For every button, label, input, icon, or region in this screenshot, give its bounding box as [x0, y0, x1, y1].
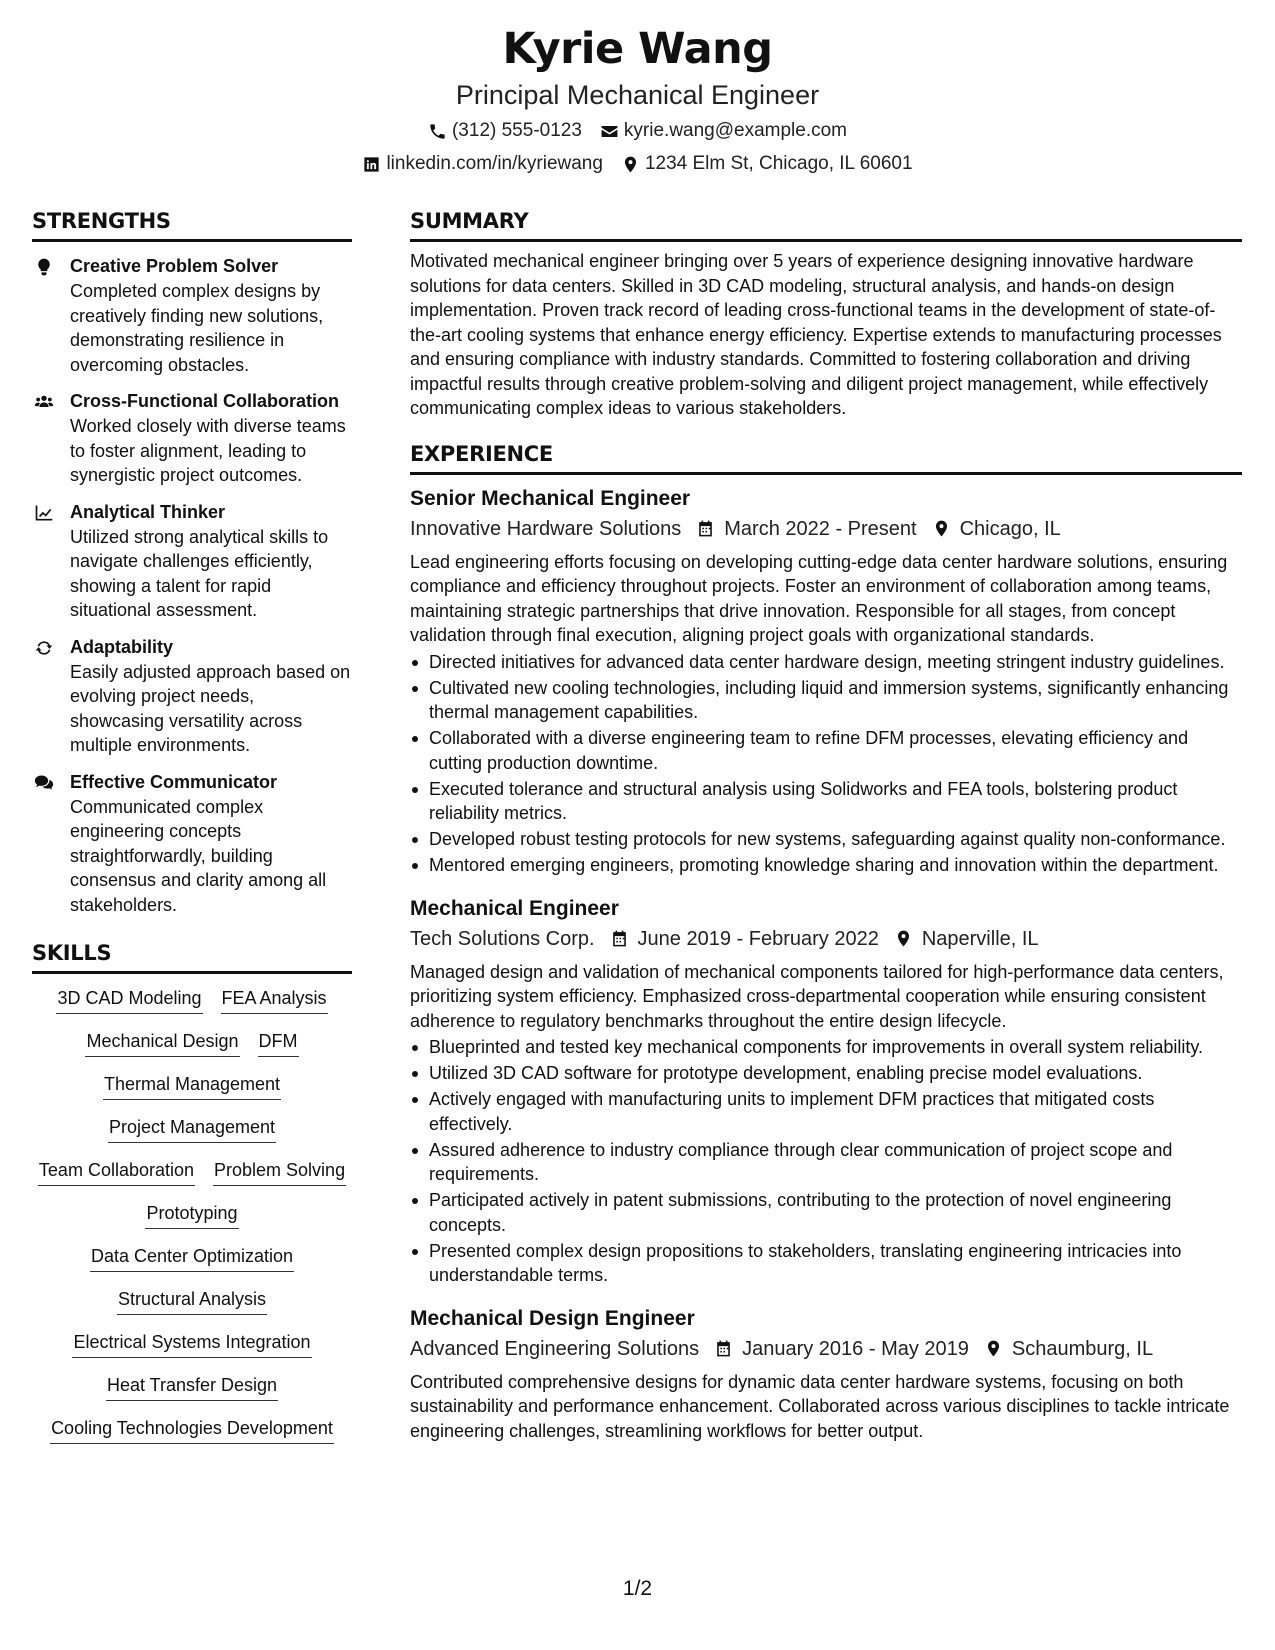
strength-item: [32, 254, 352, 377]
comments-icon: [34, 773, 54, 793]
job-dates: January 2016 - May 2019: [742, 1337, 969, 1360]
candidate-title: Principal Mechanical Engineer: [455, 80, 820, 110]
job-description: Managed design and validation of mechanical components tailored for high-performance data centers, prioritizing system efficiency. Emphasized cross-departmental cooperation while ensuring consistent adherence to regulatory benchmarks throughout the entire design lifecycle.: [410, 961, 1224, 1031]
email-contact[interactable]: [600, 118, 847, 144]
strengths-heading: STRENGTHS: [32, 207, 352, 242]
list-item: Cultivated new cooling technologies, including liquid and immersion systems, significantly enhancing thermal management capabilities.: [410, 676, 1242, 725]
skill-tag: Cooling Technologies Development: [50, 1416, 334, 1444]
job-entry: [410, 1304, 1242, 1444]
address-text: 1234 Elm St, Chicago, IL 60601: [644, 153, 913, 174]
candidate-name: Kyrie Wang: [502, 24, 773, 74]
resume-header: [0, 20, 1275, 177]
calendar-icon: [714, 1339, 733, 1358]
job-dates: June 2019 - February 2022: [637, 927, 879, 950]
skill-tag: Team Collaboration: [38, 1158, 195, 1186]
map-marker-icon: [932, 519, 951, 538]
skills-heading: SKILLS: [32, 939, 352, 974]
job-description: Contributed comprehensive designs for dynamic data center hardware systems, focusing on both sustainability and performance enhancement. Collaborated across various disciplines to tackle intricate engineering challenges, streamlining workflows for better output.: [410, 1371, 1230, 1441]
strength-description: Communicated complex engineering concepts straightforwardly, building consensus and clarity among all stakeholders.: [70, 796, 327, 915]
summary-text: Motivated mechanical engineer bringing over 5 years of experience designing innovative hardware solutions for data centers. Skilled in 3D CAD modeling, structural analysis, and hands-on design implementation. Proven track record of leading cross-functional teams in the development of state-of-the-art cooling systems that enhance energy efficiency. Expertise extends to manufacturing processes and ensuring compliance with industry standards. Committed to fostering collaboration and driving impactful results through creative problem-solving and diligent project management, while effectively communicating complex ideas to various stakeholders.: [410, 251, 1222, 418]
job-location: Naperville, IL: [921, 927, 1039, 950]
strength-title: Analytical Thinker: [70, 501, 226, 522]
skill-tag: Project Management: [108, 1115, 276, 1143]
list-item: Collaborated with a diverse engineering team to refine DFM processes, elevating efficiency and cutting production downtime.: [410, 726, 1242, 775]
map-marker-icon: [984, 1339, 1003, 1358]
job-title: Senior Mechanical Engineer: [410, 486, 691, 510]
job-location: Schaumburg, IL: [1011, 1337, 1154, 1360]
job-entry: [410, 894, 1242, 1288]
job-dates: March 2022 - Present: [724, 517, 917, 540]
chart-line-icon: [34, 503, 54, 523]
strength-item: [32, 389, 352, 488]
skill-tag: Electrical Systems Integration: [72, 1330, 311, 1358]
experience-heading: EXPERIENCE: [410, 440, 1242, 475]
skill-tag: DFM: [258, 1029, 299, 1057]
strength-item: [32, 500, 352, 623]
job-title: Mechanical Engineer: [410, 896, 619, 920]
strength-item: [32, 635, 352, 758]
list-item: Presented complex design propositions to stakeholders, translating engineering intricacies into understandable terms.: [410, 1239, 1242, 1288]
right-column: [410, 207, 1242, 1443]
email-text: kyrie.wang@example.com: [623, 120, 848, 141]
left-column: [32, 207, 352, 1444]
job-meta: [410, 1334, 1242, 1364]
job-company: Advanced Engineering Solutions: [410, 1337, 700, 1360]
list-item: Directed initiatives for advanced data center hardware design, meeting stringent industry guidelines.: [410, 650, 1242, 675]
phone-text: (312) 555-0123: [451, 120, 582, 141]
strength-description: Easily adjusted approach based on evolving project needs, showcasing versatility across multiple environments.: [70, 661, 351, 755]
strength-description: Utilized strong analytical skills to navigate challenges efficiently, showing a talent for rapid situational assessment.: [70, 526, 329, 620]
list-item: Executed tolerance and structural analysis using Solidworks and FEA tools, bolstering product reliability metrics.: [410, 777, 1242, 826]
list-item: Utilized 3D CAD software for prototype development, enabling precise model evaluations.: [410, 1061, 1242, 1086]
summary-heading: SUMMARY: [410, 207, 1242, 242]
strength-description: Completed complex designs by creatively finding new solutions, demonstrating resilience in overcoming obstacles.: [70, 281, 324, 375]
address-contact: [621, 151, 913, 177]
skill-tag: Thermal Management: [103, 1072, 281, 1100]
contact-line-2: [0, 151, 1275, 177]
list-item: Assured adherence to industry compliance through clear communication of project scope and requirements.: [410, 1138, 1242, 1187]
job-company: Innovative Hardware Solutions: [410, 517, 682, 540]
linkedin-icon: [362, 155, 381, 174]
skill-tag: Data Center Optimization: [90, 1244, 294, 1272]
linkedin-text: linkedin.com/in/kyriewang: [386, 153, 603, 174]
strength-title: Cross-Functional Collaboration: [70, 391, 340, 411]
calendar-icon: [696, 519, 715, 538]
users-icon: [34, 392, 54, 412]
job-bullets: [410, 650, 1242, 878]
strength-description: Worked closely with diverse teams to foster alignment, leading to synergistic project outcomes.: [70, 416, 346, 485]
list-item: Mentored emerging engineers, promoting knowledge sharing and innovation within the department.: [410, 853, 1242, 878]
skill-tag: Heat Transfer Design: [106, 1373, 278, 1401]
sync-icon: [34, 638, 54, 658]
skill-tag: Structural Analysis: [117, 1287, 267, 1315]
job-description: Lead engineering efforts focusing on developing cutting-edge data center hardware solutions, ensuring compliance and efficiency throughout projects. Foster an environment of collaboration among teams, maintaining strategic partnerships that drive innovation. Responsible for all stages, from concept validation through final execution, aligning project goals with organizational standards.: [410, 551, 1228, 645]
contact-line-1: [0, 118, 1275, 144]
strength-title: Adaptability: [70, 636, 174, 657]
job-meta: [410, 924, 1242, 954]
job-entry: [410, 484, 1242, 878]
list-item: Blueprinted and tested key mechanical components for improvements in overall system reliability.: [410, 1035, 1242, 1060]
page-number: 1/2: [622, 1577, 653, 1600]
skills-list: [32, 986, 352, 1444]
calendar-icon: [610, 929, 629, 948]
skill-tag: Problem Solving: [213, 1158, 346, 1186]
list-item: Actively engaged with manufacturing units to implement DFM practices that mitigated costs effectively.: [410, 1087, 1242, 1136]
map-marker-icon: [621, 155, 640, 174]
strength-item: [32, 770, 352, 918]
map-marker-icon: [894, 929, 913, 948]
skill-tag: Prototyping: [145, 1201, 238, 1229]
phone-icon: [428, 122, 447, 141]
strength-title: Effective Communicator: [70, 771, 278, 792]
job-title: Mechanical Design Engineer: [410, 1306, 695, 1330]
strengths-list: [32, 254, 352, 917]
skill-tag: 3D CAD Modeling: [56, 986, 202, 1014]
skill-tag: FEA Analysis: [221, 986, 328, 1014]
job-company: Tech Solutions Corp.: [410, 927, 595, 950]
list-item: Participated actively in patent submissions, contributing to the protection of novel engineering concepts.: [410, 1188, 1242, 1237]
linkedin-contact[interactable]: [362, 151, 603, 177]
phone-contact[interactable]: [428, 118, 582, 144]
job-meta: [410, 514, 1242, 544]
list-item: Developed robust testing protocols for new systems, safeguarding against quality non-conformance.: [410, 827, 1242, 852]
skill-tag: Mechanical Design: [85, 1029, 239, 1057]
strength-title: Creative Problem Solver: [70, 256, 279, 276]
experience-list: [410, 484, 1242, 1444]
envelope-icon: [600, 122, 619, 141]
lightbulb-icon: [34, 257, 54, 277]
job-location: Chicago, IL: [959, 517, 1061, 540]
job-bullets: [410, 1035, 1242, 1288]
